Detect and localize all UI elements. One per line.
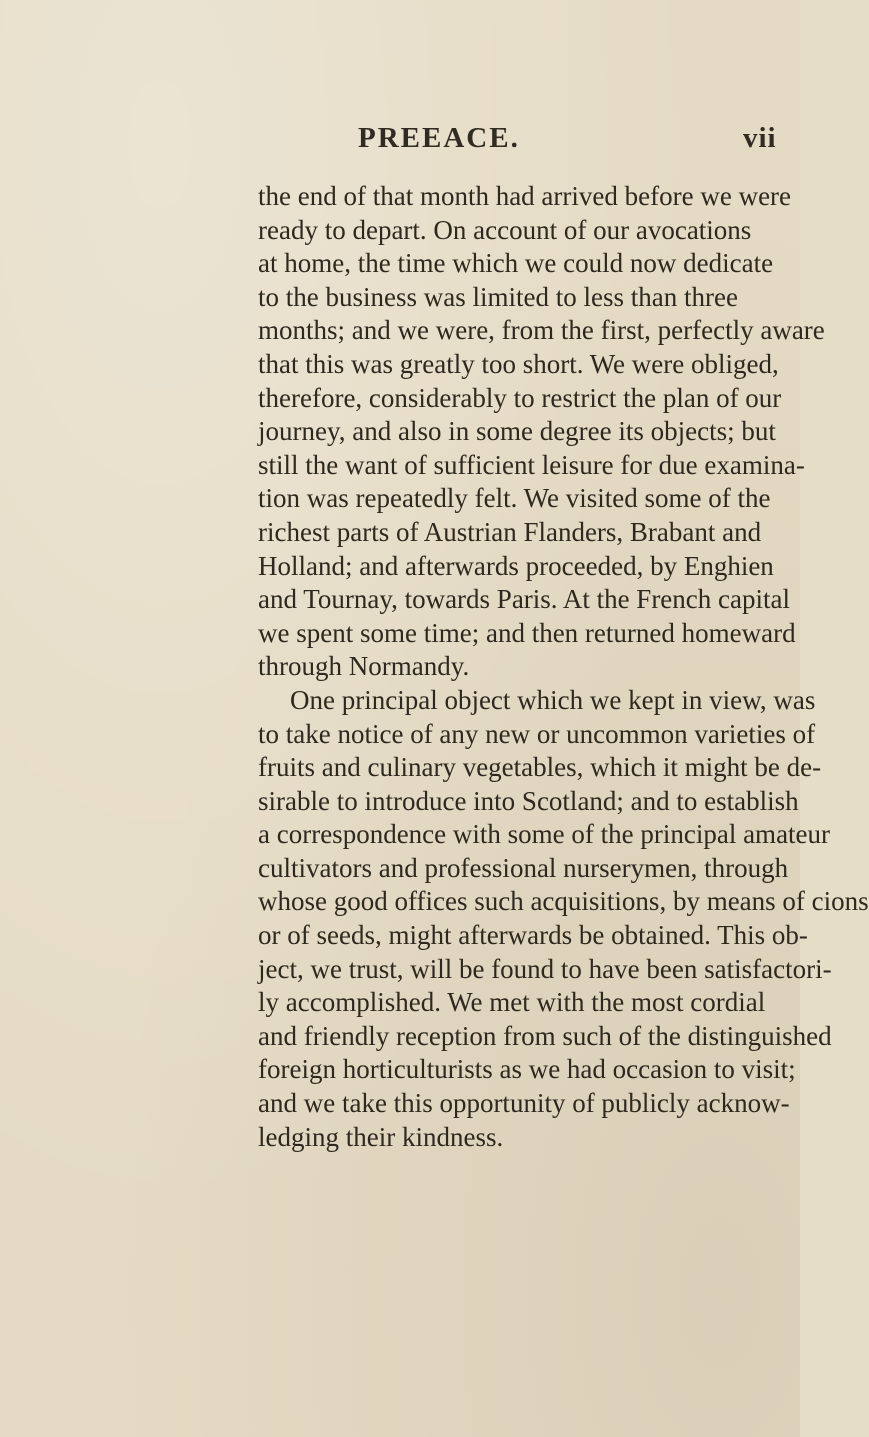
text-line: months; and we were, from the first, perfectly aware: [258, 315, 825, 346]
text-line: to the business was limited to less than three: [258, 281, 738, 312]
text-line: therefore, considerably to restrict the plan of our: [258, 382, 782, 413]
text-line: One principal object which we kept in view, was: [290, 684, 816, 715]
text-line: and friendly reception from such of the distinguished: [258, 1020, 832, 1051]
text-line: whose good offices such acquisitions, by means of cions: [258, 886, 869, 917]
text-line: or of seeds, might afterwards be obtained. This ob-: [258, 920, 808, 951]
text-line: cultivators and professional nurserymen, through: [258, 852, 789, 883]
text-line: a correspondence with some of the principal amateur: [258, 819, 831, 850]
running-head-title: PREEACE.: [358, 122, 520, 154]
text-line: at home, the time which we could now dedicate: [258, 248, 774, 279]
text-line: tion was repeatedly felt. We visited some of the: [258, 483, 771, 514]
text-line: ledging their kindness.: [258, 1121, 504, 1152]
running-head: [258, 122, 798, 166]
text-line: richest parts of Austrian Flanders, Brabant and: [258, 516, 762, 547]
text-line: foreign horticulturists as we had occasion to visit;: [258, 1054, 796, 1085]
text-line: that this was greatly too short. We were obliged,: [258, 348, 779, 379]
text-line: we spent some time; and then returned homeward: [258, 617, 796, 648]
text-line: and Tournay, towards Paris. At the French capital: [258, 584, 790, 615]
text-line: to take notice of any new or uncommon varieties of: [258, 718, 816, 749]
text-line: fruits and culinary vegetables, which it might be de-: [258, 752, 822, 783]
text-line: still the want of sufficient leisure for due examina-: [258, 449, 805, 480]
text-line: Holland; and afterwards proceeded, by Enghien: [258, 550, 774, 581]
page-number: vii: [743, 122, 777, 154]
text-line: the end of that month had arrived before we were: [258, 181, 792, 211]
text-line: journey, and also in some degree its objects; but: [258, 416, 776, 447]
text-line: ready to depart. On account of our avocations: [258, 214, 752, 245]
text-line: ject, we trust, will be found to have been satisfactori-: [258, 953, 832, 984]
text-line: through Normandy.: [258, 651, 470, 682]
text-line: sirable to introduce into Scotland; and to establish: [258, 785, 799, 816]
text-line: ly accomplished. We met with the most cordial: [258, 987, 766, 1018]
body-text: [258, 180, 869, 1154]
text-line: and we take this opportunity of publicly acknow-: [258, 1088, 790, 1119]
